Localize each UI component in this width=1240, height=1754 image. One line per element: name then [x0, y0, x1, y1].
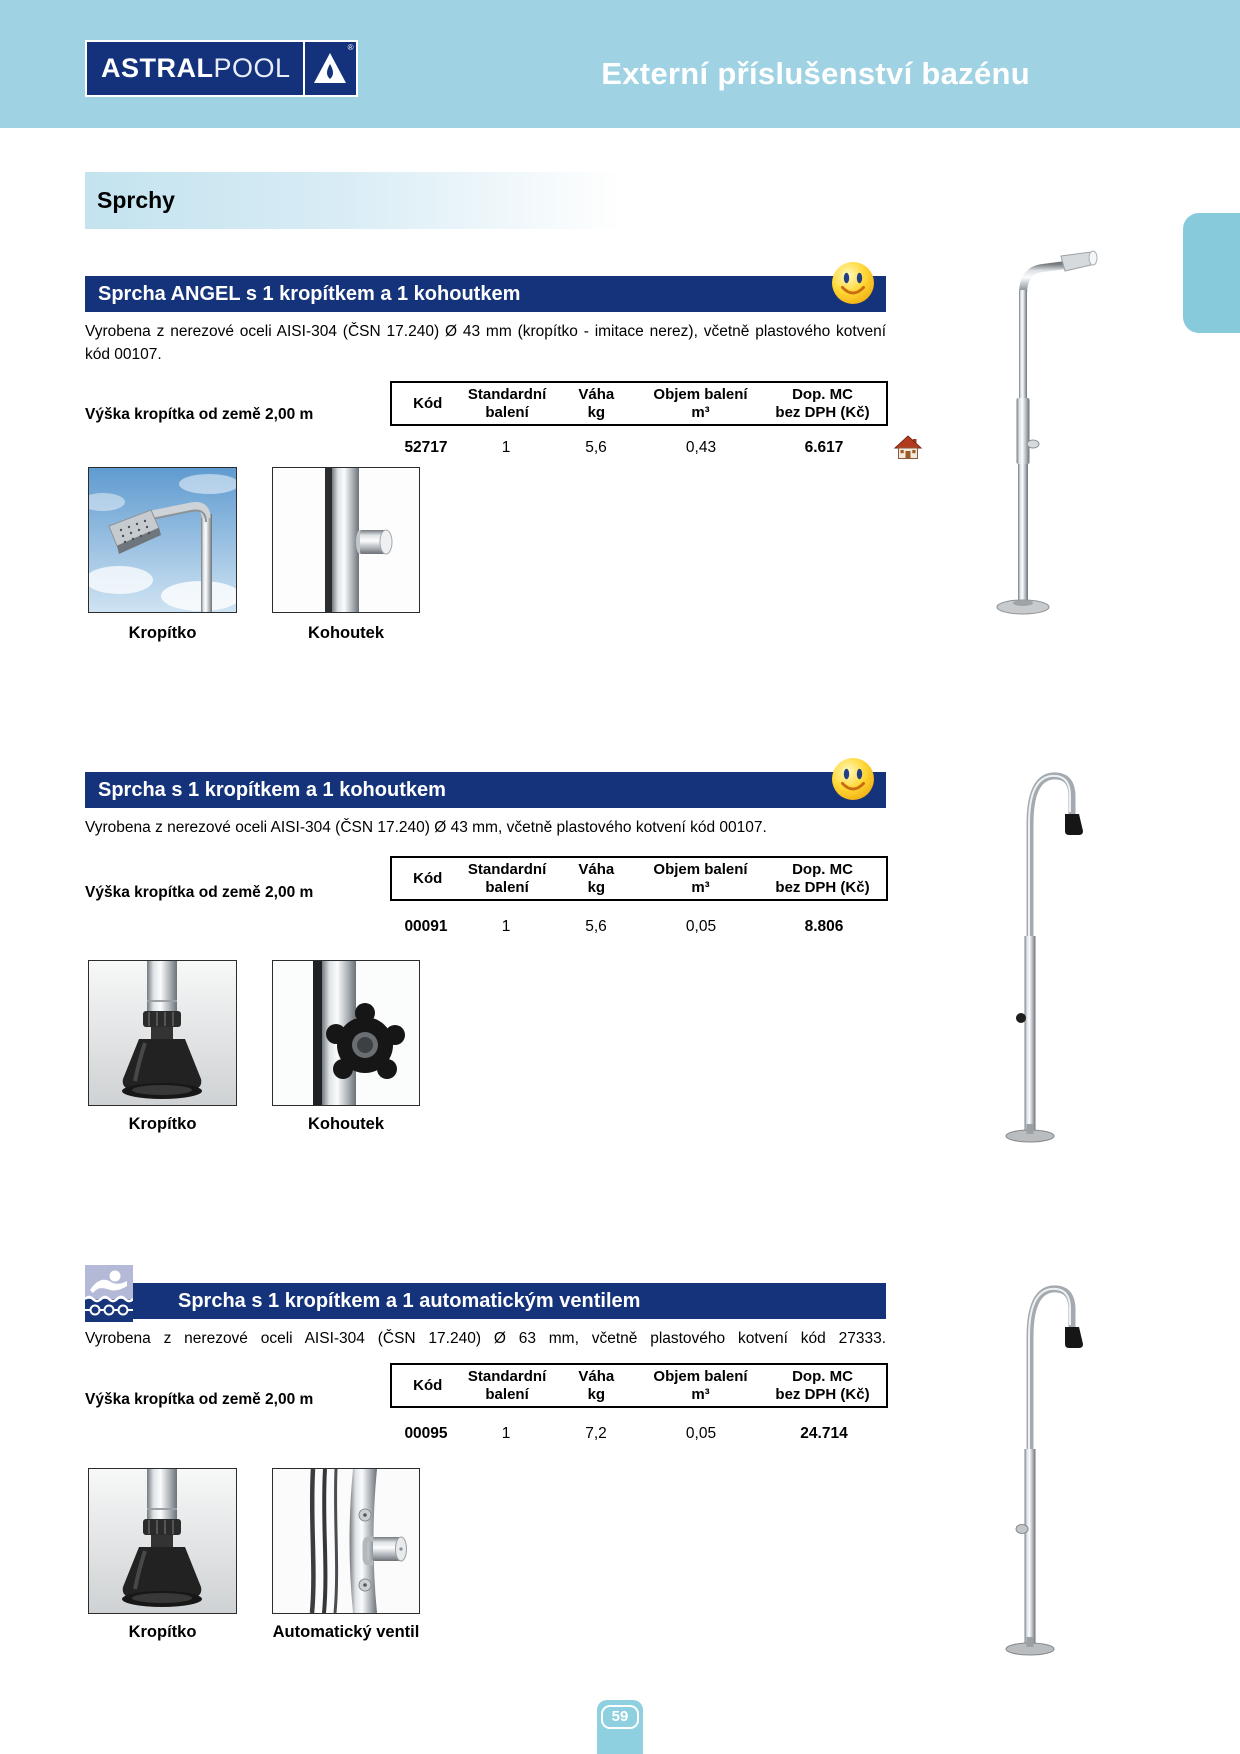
height-note: Výška kropítka od země 2,00 m	[85, 884, 314, 901]
page-number: 59	[601, 1705, 639, 1729]
height-note: Výška kropítka od země 2,00 m	[85, 1391, 314, 1408]
product-photo-gooseneck-shower	[988, 1277, 1103, 1669]
cell-cena: 6.617	[804, 439, 844, 456]
table-data-row	[390, 439, 888, 457]
col-header-objem: Objem balení m³	[653, 1367, 748, 1403]
registered-mark: ®	[347, 43, 354, 52]
col-header-cena: Dop. MC bez DPH (Kč)	[775, 860, 870, 896]
photo-caption: Kropítko	[128, 624, 197, 642]
height-note: Výška kropítka od země 2,00 m	[85, 406, 314, 423]
col-header-baleni: Standardní balení	[467, 860, 547, 896]
category-title: Sprchy	[97, 187, 175, 213]
cell-objem: 0,43	[685, 439, 717, 456]
product-title-bar	[133, 1283, 886, 1319]
page-number-badge	[597, 1700, 643, 1754]
col-header-kod: Kód	[413, 869, 443, 887]
smiley-icon	[831, 757, 875, 801]
product-title: Sprcha s 1 kropítkem a 1 automatickým ventilem	[178, 1290, 641, 1312]
page-title: Externí příslušenství bazénu	[601, 56, 1030, 91]
col-header-vaha: Váha kg	[578, 385, 615, 421]
product-table	[390, 856, 888, 935]
photo-kohoutek	[272, 467, 420, 613]
table-header-row	[390, 1363, 888, 1408]
photo-kropitko	[88, 960, 237, 1106]
col-header-cena: Dop. MC bez DPH (Kč)	[775, 385, 870, 421]
cell-cena: 8.806	[804, 918, 844, 935]
smiley-icon	[831, 261, 875, 305]
photo-kropitko	[88, 467, 237, 613]
cell-baleni: 1	[501, 439, 511, 456]
product-photo-gooseneck-shower	[988, 764, 1103, 1162]
photo-caption: Kropítko	[128, 1115, 197, 1133]
col-header-cena: Dop. MC bez DPH (Kč)	[775, 1367, 870, 1403]
photo-caption: Kropítko	[128, 1623, 197, 1641]
cell-vaha: 5,6	[585, 918, 607, 935]
table-data-row	[390, 1425, 888, 1443]
product-title: Sprcha ANGEL s 1 kropítkem a 1 kohoutkem	[98, 283, 521, 305]
photo-caption: Kohoutek	[307, 624, 385, 642]
astralpool-logo-text	[101, 53, 303, 84]
product-title-bar	[85, 772, 886, 808]
logo-word-astral: ASTRAL	[101, 53, 214, 83]
product-description: Vyrobena z nerezové oceli AISI-304 (ČSN 17.240) Ø 43 mm (kropítko - imitace nerez), včetně plastového kotvení kód 00107.	[85, 323, 886, 363]
col-header-baleni: Standardní balení	[467, 1367, 547, 1403]
col-header-objem: Objem balení m³	[653, 385, 748, 421]
side-tab	[1183, 213, 1240, 333]
product-description: Vyrobena z nerezové oceli AISI-304 (ČSN 17.240) Ø 63 mm, včetně plastového kotvení kód 27333.	[85, 1330, 886, 1347]
col-header-objem: Objem balení m³	[653, 860, 748, 896]
photo-kohoutek	[272, 960, 420, 1106]
cell-objem: 0,05	[685, 1425, 717, 1442]
col-header-vaha: Váha kg	[578, 860, 615, 896]
cell-vaha: 7,2	[585, 1425, 607, 1442]
house-icon	[894, 435, 922, 460]
cell-baleni: 1	[501, 918, 511, 935]
cell-kod: 52717	[404, 439, 448, 456]
cell-objem: 0,05	[685, 918, 717, 935]
product-table	[390, 381, 888, 456]
cell-baleni: 1	[501, 1425, 511, 1442]
table-header-row	[390, 381, 888, 426]
photo-automaticky-ventil	[272, 1468, 420, 1614]
col-header-baleni: Standardní balení	[467, 385, 547, 421]
cell-cena: 24.714	[800, 1425, 848, 1442]
product-table	[390, 1363, 888, 1442]
col-header-vaha: Váha kg	[578, 1367, 615, 1403]
astralpool-logo	[85, 40, 358, 97]
swimmer-icon	[85, 1265, 133, 1322]
col-header-kod: Kód	[413, 394, 443, 412]
product-title-bar	[85, 276, 886, 312]
photo-caption: Kohoutek	[307, 1115, 385, 1133]
product-description: Vyrobena z nerezové oceli AISI-304 (ČSN 17.240) Ø 43 mm, včetně plastového kotvení kód 00107.	[85, 819, 767, 836]
cell-kod: 00091	[404, 918, 448, 935]
cell-vaha: 5,6	[585, 439, 607, 456]
table-header-row	[390, 856, 888, 901]
photo-caption: Automatický ventil	[272, 1623, 420, 1641]
product-title: Sprcha s 1 kropítkem a 1 kohoutkem	[98, 779, 446, 801]
col-header-kod: Kód	[413, 1376, 443, 1394]
photo-kropitko	[88, 1468, 237, 1614]
logo-word-pool: POOL	[213, 53, 291, 83]
table-data-row	[390, 918, 888, 936]
cell-kod: 00095	[404, 1425, 448, 1442]
product-photo-angel-shower	[975, 230, 1105, 622]
page-header	[0, 0, 1240, 128]
category-band	[85, 172, 645, 229]
brand-mark-icon	[303, 42, 356, 95]
